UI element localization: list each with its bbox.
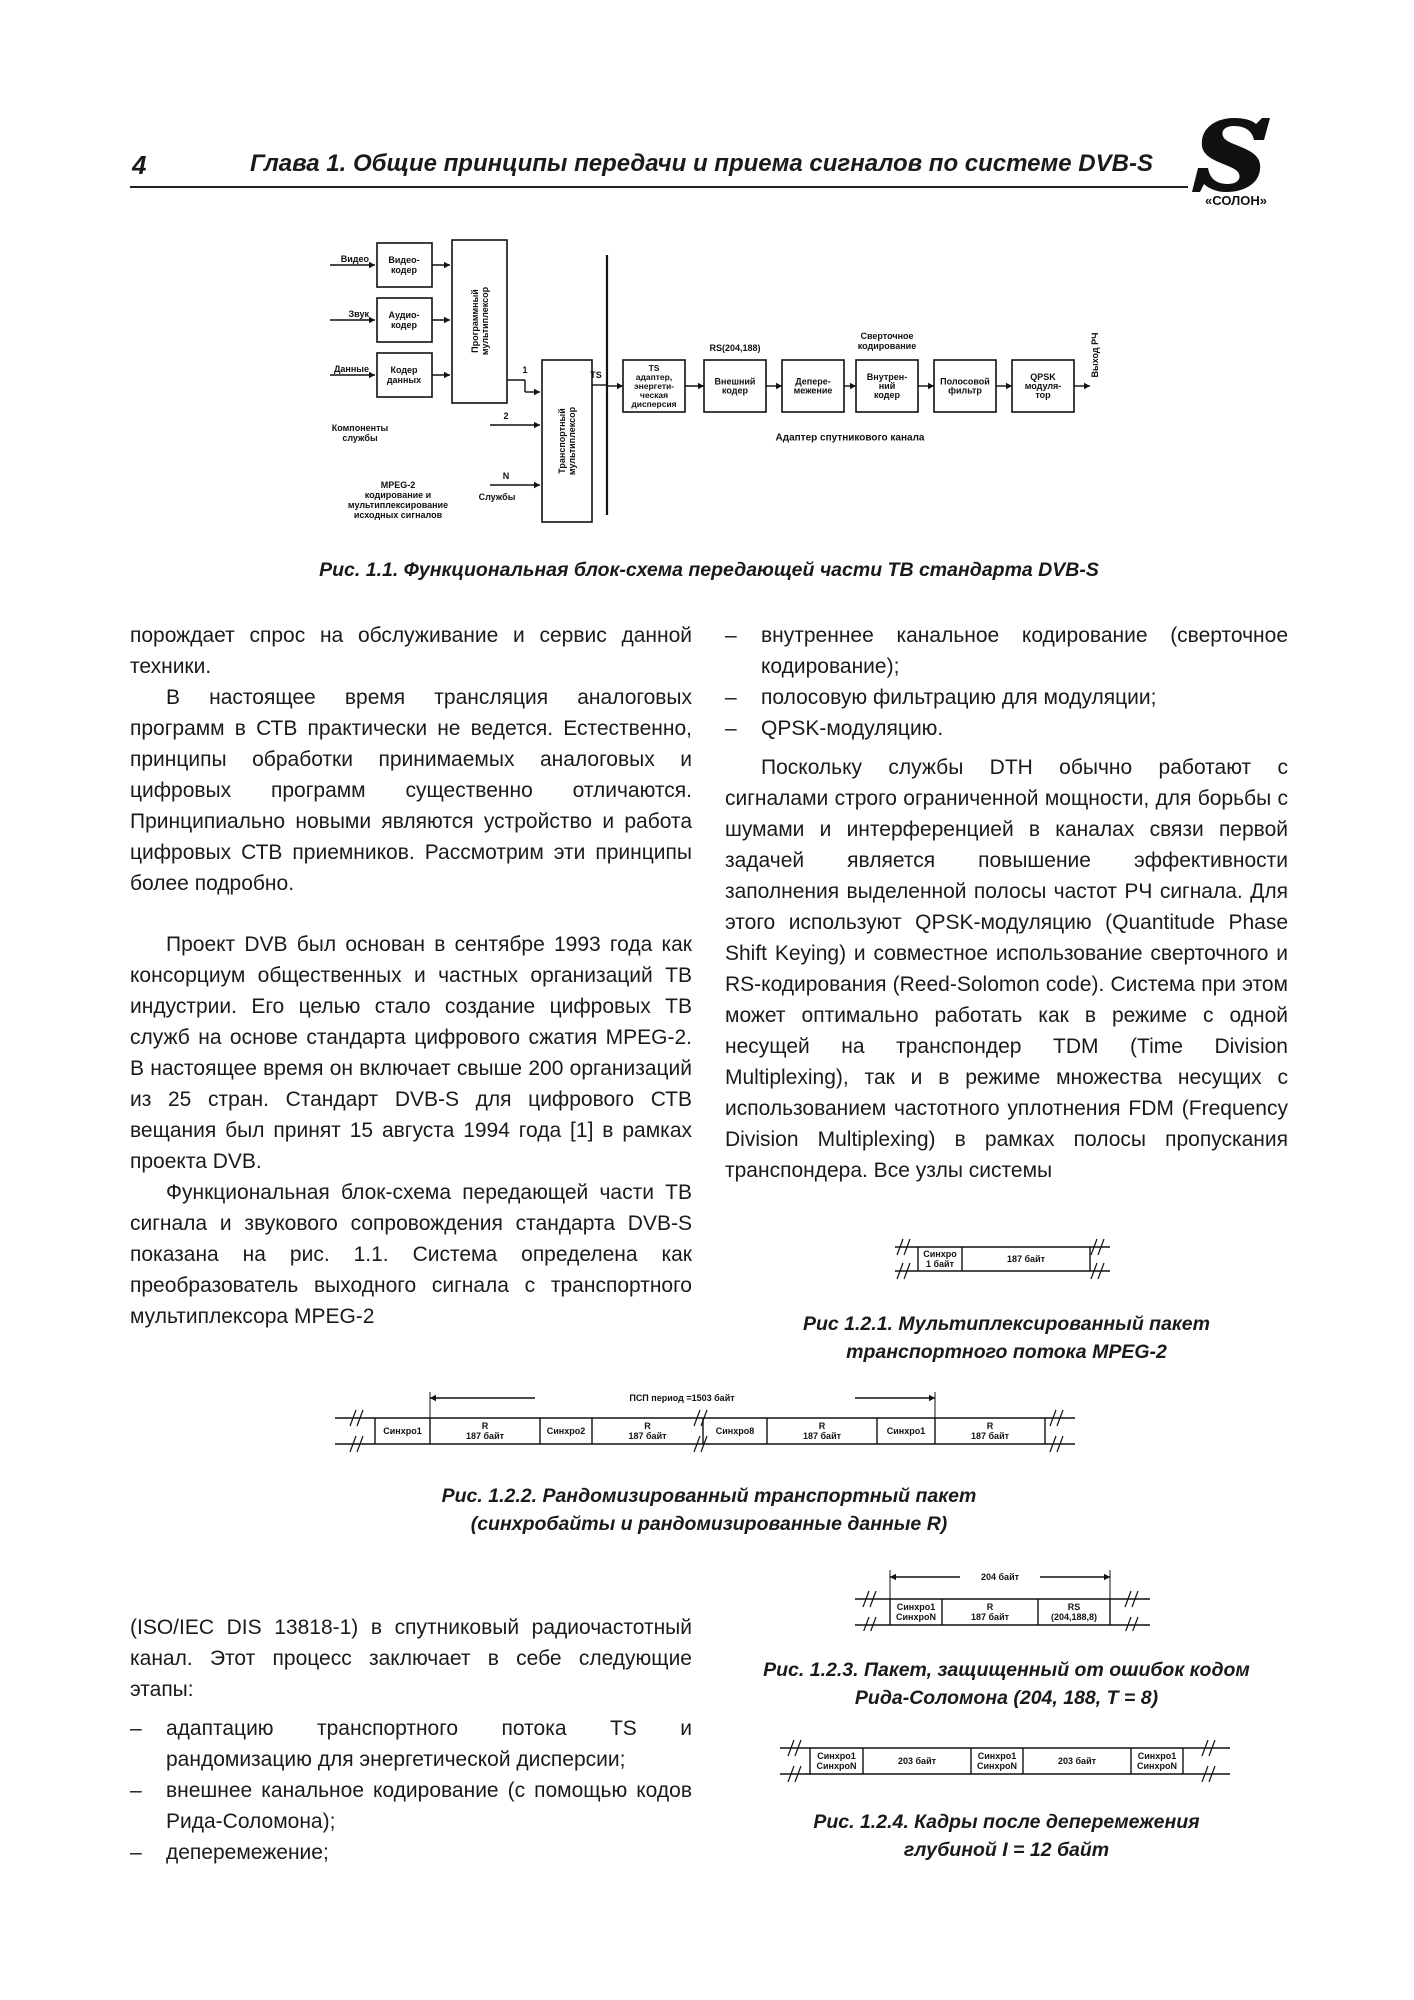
sync-cell-label: Синхро1 (383, 1426, 422, 1437)
data-cell-label: R 187 байт (465, 1421, 505, 1442)
arrow-head (617, 383, 623, 390)
arrow-head (890, 1574, 896, 1581)
arrow-head (698, 383, 704, 390)
arrow-head (1084, 383, 1090, 390)
running-title: Глава 1. Общие принципы передачи и приема сигналов по системе DVB-S (250, 150, 1153, 177)
cell-label: R 187 байт (970, 1602, 1010, 1623)
arrow-head (1006, 383, 1012, 390)
break-mark (1125, 1617, 1131, 1631)
paragraph: В настоящее время трансляция аналоговых программ в СТВ практически не ведется. Естественно, принципы обработки принимаемых аналоговых и цифровых программ существенно отличаются. Принципиально новыми являются устройство и работа цифровых СТВ приемников. Рассмотрим эти принципы более подробно. (130, 686, 692, 895)
mpeg-label: MPEG-2 кодирование и мультиплексирование исходных сигналов (347, 480, 449, 521)
paragraph: порождает спрос на обслуживание и сервис данной техники. (130, 624, 692, 678)
stage-list-continued (725, 620, 1288, 744)
list-item: – деперемежение; (130, 1837, 692, 1868)
arrow-head (444, 262, 450, 269)
chain-label: Внешний кодер (714, 376, 756, 396)
list-item: – внутреннее канальное кодирование (сверточное кодирование); (725, 620, 1288, 682)
coder-label: Аудио-кодер (388, 310, 420, 331)
arrow-head (776, 383, 782, 390)
arrow-head (369, 262, 375, 269)
chain-label: Депере-межение (793, 376, 833, 396)
cell-label: Синхро1 СинхроN (896, 1602, 936, 1623)
caption-line: глубиной I = 12 байт (903, 1839, 1110, 1861)
cell-label: Синхро 1 байт (923, 1249, 957, 1270)
mux-input-label: 2 (503, 411, 509, 422)
caption-line: Рис. 1.2.4. Кадры после деперемежения (813, 1811, 1200, 1833)
header-rule (130, 186, 1188, 188)
data-cell-label: R 187 байт (628, 1421, 667, 1442)
break-mark (870, 1617, 876, 1631)
paragraph: Поскольку службы DTH обычно работают с сигналами строго ограниченной мощности, для борьбы с шумами и интерференцией в каналах связи первой задачей является повышение эффективности заполнения выделенной полосы частот РЧ сигнала. Для этого используют QPSK-модуляцию (Quantitude Phase Shift Keying) и совместное использование сверточного и RS-кодирования (Reed-Solomon code). Система при этом может оптимально работать как в режиме с одной несущей на транспондер TDM (Time Division Multiplexing), так и в режиме множества несущих с использованием частотного уплотнения FDM (Frequency Division Multiplexing) в рамках полосы пропускания транспондера. Все узлы системы (725, 756, 1288, 1182)
ts-label: TS (590, 370, 602, 381)
arrow-head (1104, 1574, 1110, 1581)
input-label: Видео (340, 254, 369, 265)
arrow-head (850, 383, 856, 390)
figure-1-2-3-diagram (850, 1565, 1160, 1631)
break-mark (1132, 1617, 1138, 1631)
caption-line: Рис 1.2.1. Мультиплексированный пакет (802, 1313, 1210, 1335)
services-label: Службы (478, 492, 516, 503)
cell-label: 187 байт (1006, 1254, 1046, 1265)
chain-label: QPSK модуля-тор (1024, 372, 1062, 401)
list-item: – адаптацию транспортного потока TS и рандомизацию для энергетической дисперсии; (130, 1713, 692, 1775)
cell-label: 203 байт (1057, 1756, 1097, 1767)
list-item: – QPSK-модуляцию. (725, 713, 1288, 744)
cell-label: Синхро1 СинхроN (977, 1751, 1017, 1772)
sync-cell-label: Синхро2 (546, 1426, 586, 1437)
break-mark (863, 1617, 869, 1631)
caption-line: (синхробайты и рандомизированные данные R) (470, 1513, 948, 1535)
left-column (130, 620, 692, 1332)
arrow-head (430, 1395, 436, 1402)
cell-label: 203 байт (897, 1756, 937, 1767)
input-label: Данные (334, 364, 369, 375)
data-cell-label: R 187 байт (970, 1421, 1010, 1442)
arrow-head (534, 482, 540, 489)
arrow-head (534, 422, 540, 429)
rs-label: RS(204,188) (709, 343, 761, 354)
arrow-head (369, 317, 375, 324)
components-label: Компоненты службы (331, 423, 389, 444)
figure-1-2-1-caption (725, 1310, 1288, 1366)
right-column (725, 620, 1288, 1186)
chain-label: Внутрен-ний кодер (866, 372, 908, 401)
arrow-head (444, 317, 450, 324)
list-item: – полосовую фильтрацию для модуляции; (725, 682, 1288, 713)
arrow-head (929, 1395, 935, 1402)
arrow-head (534, 389, 540, 396)
caption-line: Рида-Соломона (204, 188, T = 8) (854, 1687, 1159, 1709)
input-label: Звук (348, 309, 369, 320)
cell-label: RS (204,188,8) (1050, 1602, 1098, 1623)
mux-input-label: 1 (522, 365, 528, 376)
caption-line: Рис. 1.2.2. Рандомизированный транспортный пакет (441, 1485, 977, 1507)
logo-text: «СОЛОН» (1205, 193, 1267, 207)
sync-cell-label: Синхро8 (715, 1426, 755, 1437)
paragraph: (ISO/IEC DIS 13818-1) в спутниковый радиочастотный канал. Этот процесс заключает в себе следующие этапы: (130, 1616, 692, 1701)
transport-mux-label: Транспортныймультиплексор (557, 406, 578, 476)
figure-1-2-2-caption (130, 1482, 1288, 1538)
arrow-head (444, 372, 450, 379)
figure-1-2-1-diagram (890, 1235, 1120, 1285)
caption-line: транспортного потока MPEG-2 (846, 1341, 1167, 1363)
period-label: ПСП период =1503 байт (629, 1393, 735, 1404)
chain-label: TS адаптер, энергети-ческая дисперсия (631, 362, 677, 409)
conv-coding-label: Сверточное кодирование (857, 331, 917, 352)
figure-1-1-diagram (320, 235, 1120, 535)
figure-1-2-3-caption (725, 1656, 1288, 1712)
figure-1-1-caption: Рис. 1.1. Функциональная блок-схема передающей части ТВ стандарта DVB-S (319, 559, 1099, 581)
caption-line: Рис. 1.2.3. Пакет, защищенный от ошибок кодом (763, 1659, 1250, 1681)
mux-input-label: N (502, 471, 510, 482)
program-mux-label: Программныймультиплексор (470, 286, 491, 356)
paragraph: Проект DVB был основан в сентябре 1993 года как консорциум общественных и частных организаций ТВ индустрии. Его целью стало создание цифровых ТВ служб на основе стандарта цифрового сжатия MPEG-2. В настоящее время он включает свыше 200 организаций из 25 стран. Стандарт DVB-S для цифрового СТВ вещания был принят 15 августа 1994 года [1] в рамках проекта DVB. (130, 933, 692, 1173)
page-number: 4 (132, 150, 147, 180)
output-label: Выход РЧ (1090, 332, 1101, 378)
chain-label: Полосовой фильтр (940, 376, 990, 396)
span-label: 204 байт (980, 1572, 1020, 1583)
adapter-label: Адаптер спутникового канала (775, 432, 925, 444)
data-cell-label: R 187 байт (802, 1421, 842, 1442)
figure-1-2-2-diagram (335, 1388, 1085, 1454)
stage-list (130, 1713, 692, 1868)
coder-label: Видео-кодер (388, 255, 420, 276)
cell-label: Синхро1 СинхроN (1137, 1751, 1177, 1772)
paragraph: Функциональная блок-схема передающей части ТВ сигнала и звукового сопровождения стандарта DVB-S показана на рис. 1.1. Система определена как преобразователь выходного сигнала с транспортного мультиплексора MPEG-2 (130, 1181, 692, 1328)
publisher-logo (1190, 112, 1282, 207)
arrow-head (369, 372, 375, 379)
figure-1-2-4-diagram (775, 1740, 1235, 1782)
list-item: – внешнее канальное кодирование (с помощью кодов Рида-Соломона); (130, 1775, 692, 1837)
left-column-bottom (130, 1612, 692, 1868)
arrow-head (928, 383, 934, 390)
cell-label: Синхро1 СинхроN (816, 1751, 857, 1772)
figure-1-2-4-caption (725, 1808, 1288, 1864)
sync-cell-label: Синхро1 (886, 1426, 926, 1437)
coder-label: Кодер данных (386, 365, 422, 386)
